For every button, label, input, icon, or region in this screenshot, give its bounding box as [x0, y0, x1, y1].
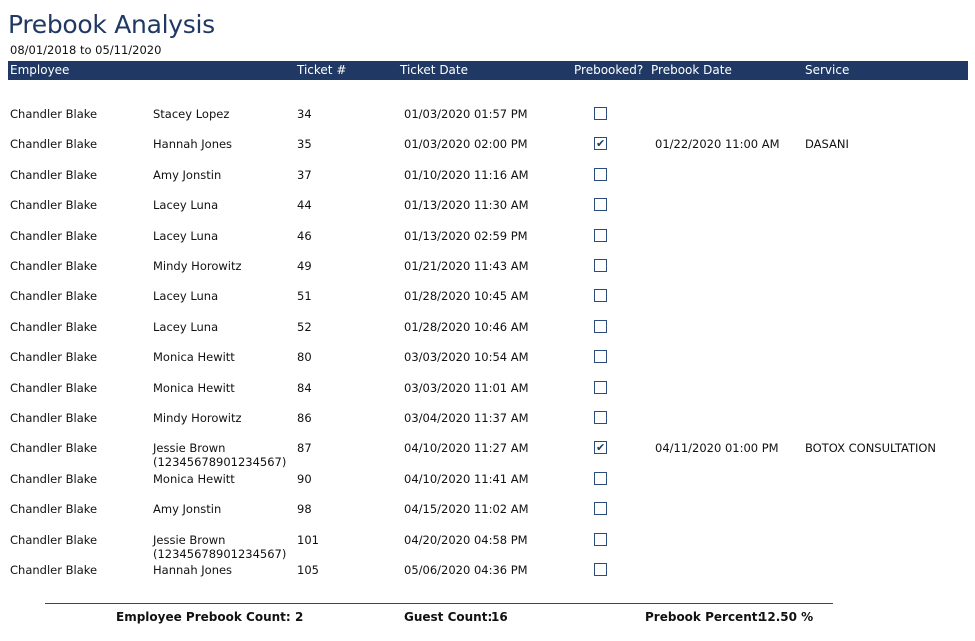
prebooked-checkbox[interactable] — [594, 472, 607, 485]
ticket-date-cell: 01/10/2020 11:16 AM — [404, 168, 529, 182]
guest-cell: Monica Hewitt — [153, 381, 235, 395]
guest-cell: Mindy Horowitz — [153, 411, 242, 425]
table-row — [0, 229, 975, 259]
prebook-count-label: Employee Prebook Count: — [116, 610, 291, 624]
guest-cell: Stacey Lopez — [153, 107, 230, 121]
table-row — [0, 502, 975, 532]
ticket-cell: 35 — [297, 137, 312, 151]
prebooked-checkbox[interactable] — [594, 563, 607, 576]
ticket-cell: 51 — [297, 289, 312, 303]
ticket-cell: 44 — [297, 198, 312, 212]
table-row — [0, 350, 975, 380]
prebooked-checkbox[interactable] — [594, 411, 607, 424]
employee-cell: Chandler Blake — [10, 441, 98, 455]
report-title: Prebook Analysis — [8, 10, 215, 39]
guest-cell: Amy Jonstin — [153, 502, 222, 516]
employee-cell: Chandler Blake — [10, 137, 98, 151]
employee-cell: Chandler Blake — [10, 320, 98, 334]
guest-count-label: Guest Count: — [404, 610, 493, 624]
ticket-cell: 80 — [297, 350, 312, 364]
ticket-date-cell: 04/10/2020 11:27 AM — [404, 441, 529, 455]
employee-cell: Chandler Blake — [10, 533, 98, 547]
ticket-cell: 98 — [297, 502, 312, 516]
employee-cell: Chandler Blake — [10, 472, 98, 486]
ticket-date-cell: 04/15/2020 11:02 AM — [404, 502, 529, 516]
guest-cell: Monica Hewitt — [153, 350, 235, 364]
service-cell: BOTOX CONSULTATION — [805, 441, 937, 455]
ticket-date-cell: 01/13/2020 02:59 PM — [404, 229, 528, 243]
employee-cell: Chandler Blake — [10, 502, 98, 516]
ticket-date-cell: 01/28/2020 10:46 AM — [404, 320, 529, 334]
guest-cell: Lacey Luna — [153, 229, 219, 243]
employee-cell: Chandler Blake — [10, 229, 98, 243]
guest-cell: Hannah Jones — [153, 563, 233, 577]
employee-cell: Chandler Blake — [10, 198, 98, 212]
ticket-cell: 46 — [297, 229, 312, 243]
ticket-date-cell: 01/03/2020 01:57 PM — [404, 107, 528, 121]
guest-cell: Mindy Horowitz — [153, 259, 242, 273]
prebooked-checkbox[interactable] — [594, 168, 607, 181]
ticket-cell: 49 — [297, 259, 312, 273]
table-row — [0, 289, 975, 319]
prebooked-checkbox[interactable] — [594, 533, 607, 546]
ticket-cell: 86 — [297, 411, 312, 425]
employee-cell: Chandler Blake — [10, 259, 98, 273]
table-header — [8, 61, 968, 80]
prebooked-checkbox[interactable] — [594, 320, 607, 333]
table-row — [0, 168, 975, 198]
checkmark-icon: ✔ — [596, 441, 606, 454]
table-row — [0, 137, 975, 167]
guest-cell: Hannah Jones — [153, 137, 233, 151]
employee-cell: Chandler Blake — [10, 563, 98, 577]
table-row — [0, 259, 975, 289]
guest-cell: Lacey Luna — [153, 289, 219, 303]
guest-cell: Amy Jonstin — [153, 168, 222, 182]
ticket-cell: 84 — [297, 381, 312, 395]
column-header-ticket: Ticket # — [297, 63, 347, 77]
ticket-cell: 87 — [297, 441, 312, 455]
ticket-date-cell: 04/10/2020 11:41 AM — [404, 472, 529, 486]
employee-cell: Chandler Blake — [10, 411, 98, 425]
column-header-service: Service — [805, 63, 850, 77]
prebook-percent-label: Prebook Percent: — [645, 610, 763, 624]
table-row — [0, 381, 975, 411]
service-cell: DASANI — [805, 137, 849, 151]
prebooked-checkbox[interactable] — [594, 441, 607, 454]
ticket-date-cell: 03/04/2020 11:37 AM — [404, 411, 529, 425]
ticket-date-cell: 03/03/2020 11:01 AM — [404, 381, 529, 395]
ticket-cell: 37 — [297, 168, 312, 182]
prebook-percent-value: 12.50 % — [759, 610, 814, 624]
column-header-prebook-date: Prebook Date — [651, 63, 732, 77]
employee-cell: Chandler Blake — [10, 168, 98, 182]
table-row — [0, 533, 975, 563]
ticket-date-cell: 01/03/2020 02:00 PM — [404, 137, 528, 151]
table-row — [0, 411, 975, 441]
table-row — [0, 563, 975, 593]
guest-cell: Lacey Luna — [153, 198, 219, 212]
prebook-date-cell: 04/11/2020 01:00 PM — [655, 441, 779, 455]
prebooked-checkbox[interactable] — [594, 350, 607, 363]
column-header-employee: Employee — [10, 63, 70, 77]
guest-cell: Monica Hewitt — [153, 472, 235, 486]
prebook-date-cell: 01/22/2020 11:00 AM — [655, 137, 780, 151]
prebooked-checkbox[interactable] — [594, 229, 607, 242]
table-row — [0, 198, 975, 228]
prebooked-checkbox[interactable] — [594, 107, 607, 120]
prebooked-checkbox[interactable] — [594, 198, 607, 211]
date-range: 08/01/2018 to 05/11/2020 — [10, 43, 162, 57]
ticket-date-cell: 01/28/2020 10:45 AM — [404, 289, 529, 303]
ticket-cell: 52 — [297, 320, 312, 334]
prebooked-checkbox[interactable] — [594, 381, 607, 394]
employee-cell: Chandler Blake — [10, 381, 98, 395]
guest-count-value: 16 — [491, 610, 508, 624]
employee-cell: Chandler Blake — [10, 107, 98, 121]
table-row — [0, 441, 975, 471]
column-header-ticket-date: Ticket Date — [400, 63, 468, 77]
prebooked-checkbox[interactable] — [594, 137, 607, 150]
column-header-prebooked: Prebooked? — [574, 63, 644, 77]
checkmark-icon: ✔ — [596, 137, 606, 150]
table-row — [0, 107, 975, 137]
guest-cell: Jessie Brown (12345678901234567) — [153, 533, 287, 561]
ticket-date-cell: 01/13/2020 11:30 AM — [404, 198, 529, 212]
footer-divider — [45, 603, 833, 604]
guest-cell: Jessie Brown (12345678901234567) — [153, 441, 287, 469]
ticket-date-cell: 03/03/2020 10:54 AM — [404, 350, 529, 364]
prebook-count-value: 2 — [295, 610, 304, 624]
prebooked-checkbox[interactable] — [594, 502, 607, 515]
ticket-date-cell: 04/20/2020 04:58 PM — [404, 533, 528, 547]
prebooked-checkbox[interactable] — [594, 289, 607, 302]
employee-cell: Chandler Blake — [10, 350, 98, 364]
ticket-cell: 90 — [297, 472, 312, 486]
prebooked-checkbox[interactable] — [594, 259, 607, 272]
ticket-cell: 105 — [297, 563, 319, 577]
ticket-cell: 34 — [297, 107, 312, 121]
table-row — [0, 472, 975, 502]
ticket-date-cell: 05/06/2020 04:36 PM — [404, 563, 528, 577]
guest-cell: Lacey Luna — [153, 320, 219, 334]
ticket-cell: 101 — [297, 533, 319, 547]
ticket-date-cell: 01/21/2020 11:43 AM — [404, 259, 529, 273]
table-row — [0, 320, 975, 350]
employee-cell: Chandler Blake — [10, 289, 98, 303]
